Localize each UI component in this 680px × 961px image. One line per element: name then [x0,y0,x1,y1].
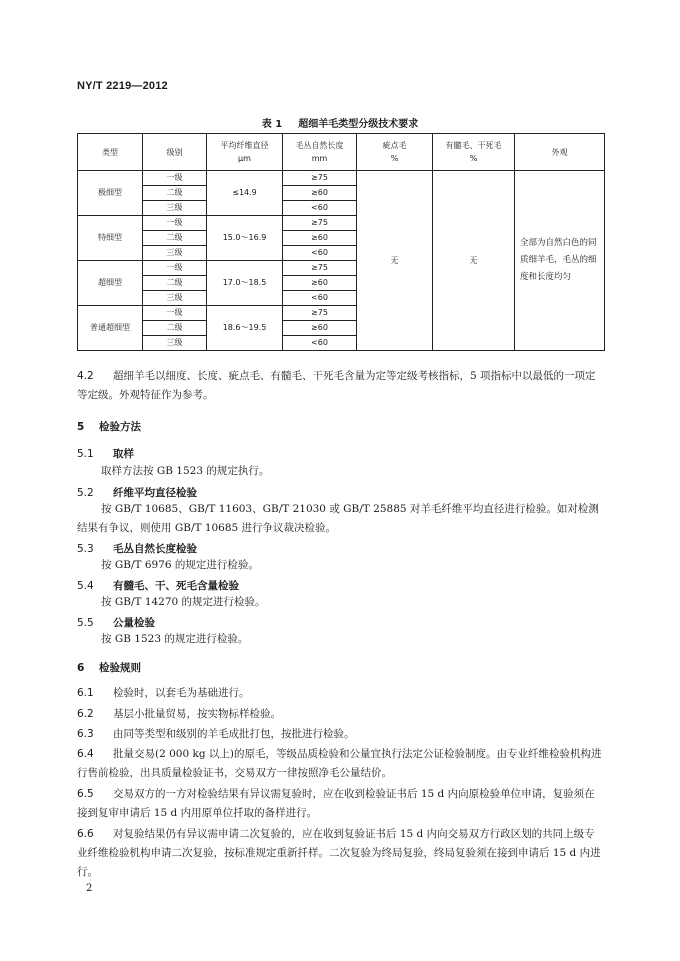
cell-diameter: 15.0～16.9 [207,216,283,261]
cell-type: 普通超细型 [78,306,143,351]
cell-length: <60 [283,336,357,351]
heading-5-4: 5.4 有髓毛、干、死毛含量检验 [77,580,239,592]
para-5-2: 按 GB/T 10685、GB/T 11603、GB/T 21030 或 GB/T 25885 对羊毛纤维平均直径进行检验。如对检测结果有争议，则使用 GB/T 10685 进行争议裁决检验。 [77,503,599,534]
cell-diameter: ≤14.9 [207,171,283,216]
table-caption-title: 超细羊毛类型分级技术要求 [298,119,419,130]
cell-length: ≥60 [283,231,357,246]
heading-6: 6 检验规则 [77,662,141,674]
header-medullated: 有髓毛、干死毛 % [433,134,515,171]
header-appearance: 外观 [515,134,605,171]
table-header-row [78,134,605,171]
cell-grade: 三级 [143,246,207,261]
para-6-6: 6.6 对复验结果仍有异议需申请二次复验的，应在收到复验证书后 15 d 内向交易双方行政区划的共同上级专业纤维检验机构申请二次复验，按标准规定重新扦样。二次复验为终局复验，终局复验须在接到申请后 15 d 内进行。 [77,828,601,878]
header-length: 毛丛自然长度 mm [283,134,357,171]
table-row [78,171,605,186]
cell-grade: 二级 [143,186,207,201]
para-5-3: 按 GB/T 6976 的规定进行检验。 [101,559,259,571]
cell-length: <60 [283,291,357,306]
cell-length: <60 [283,246,357,261]
cell-length: <60 [283,201,357,216]
cell-grade: 一级 [143,216,207,231]
table-caption [0,115,680,130]
cell-diameter: 17.0～18.5 [207,261,283,306]
cell-grade: 二级 [143,321,207,336]
header-diameter: 平均纤维直径 μm [207,134,283,171]
heading-5: 5 检验方法 [77,421,141,433]
cell-grade: 一级 [143,306,207,321]
cell-length: ≥60 [283,321,357,336]
cell-length: ≥60 [283,186,357,201]
cell-medullated: 无 [433,171,515,351]
cell-grade: 一级 [143,261,207,276]
heading-5-2: 5.2 纤维平均直径检验 [77,487,197,499]
cell-grade: 三级 [143,336,207,351]
cell-length: ≥75 [283,306,357,321]
para-5-5: 按 GB 1523 的规定进行检验。 [101,633,249,645]
para-5-4: 按 GB/T 14270 的规定进行检验。 [101,596,266,608]
cell-appearance: 全部为自然白色的同质细羊毛，毛丛的细度和长度均匀 [515,171,605,351]
table-caption-number: 表 1 [261,119,283,130]
cell-grade: 一级 [143,171,207,186]
document-header: NY/T 2219—2012 [77,80,168,92]
cell-length: ≥60 [283,276,357,291]
cell-length: ≥75 [283,261,357,276]
para-6-5: 6.5 交易双方的一方对检验结果有异议需复验时，应在收到检验证书后 15 d 内向原检验单位申请，复验须在接到复审申请后 15 d 内用原单位扦取的备样进行。 [77,788,595,819]
cell-grade: 三级 [143,291,207,306]
cell-type: 特细型 [78,216,143,261]
cell-length: ≥75 [283,171,357,186]
header-type: 类型 [78,134,143,171]
para-6-2: 6.2 基层小批量贸易，按实物标样检验。 [77,708,281,720]
para-6-3: 6.3 由同等类型和级别的羊毛成批打包，按批进行检验。 [77,728,355,740]
cell-grade: 二级 [143,231,207,246]
heading-5-1: 5.1 取样 [77,448,134,460]
header-grade: 级别 [143,134,207,171]
cell-grade: 二级 [143,276,207,291]
para-6-4: 6.4 批量交易(2 000 kg 以上)的原毛，等级品质检验和公量宜执行法定公证检验制度。由专业纤维检验机构进行售前检验，出具质量检验证书，交易双方一律按照净毛公量结价。 [77,748,602,779]
para-5-1: 取样方法按 GB 1523 的规定执行。 [101,465,270,477]
header-defect: 疵点毛 % [357,134,433,171]
cell-type: 极细型 [78,171,143,216]
cell-defect: 无 [357,171,433,351]
cell-type: 超细型 [78,261,143,306]
heading-5-3: 5.3 毛丛自然长度检验 [77,543,197,555]
para-4-2: 4.2 超细羊毛以细度、长度、疵点毛、有髓毛、干死毛含量为定等定级考核指标，5 项指标中以最低的一项定等定级。外观特征作为参考。 [77,370,596,401]
cell-diameter: 18.6～19.5 [207,306,283,351]
para-6-1: 6.1 检验时，以套毛为基础进行。 [77,687,250,699]
grading-table [77,133,605,351]
cell-grade: 三级 [143,201,207,216]
heading-5-5: 5.5 公量检验 [77,617,155,629]
page-number: 2 [86,883,93,894]
cell-length: ≥75 [283,216,357,231]
